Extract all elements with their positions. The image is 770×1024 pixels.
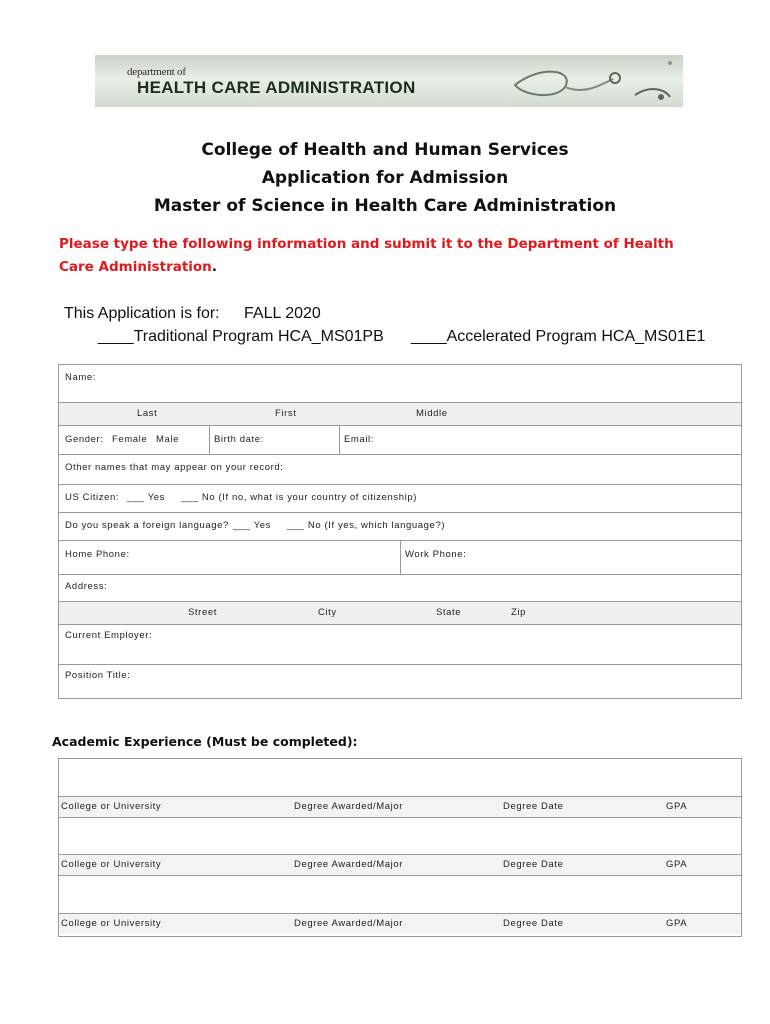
gender-male-option[interactable]: Male: [156, 434, 179, 445]
instruction-body: Please type the following information and submit it to the Department of Health Care Administration: [59, 236, 674, 275]
phone-row: [59, 540, 741, 574]
foreign-language-label: Do you speak a foreign language?: [65, 520, 229, 531]
college-label: College or University: [61, 859, 162, 870]
foreign-language-row: [59, 512, 741, 540]
degree-label: Degree Awarded/Major: [294, 859, 403, 870]
name-first-label: First: [275, 408, 297, 419]
application-title: Application for Admission: [261, 168, 509, 188]
position-title-field[interactable]: Position Title:: [65, 670, 131, 681]
email-field[interactable]: Email:: [344, 434, 374, 445]
instruction-text: [59, 233, 709, 279]
gpa-label: GPA: [666, 859, 688, 870]
degree-label: Degree Awarded/Major: [294, 918, 403, 929]
employer-row: [59, 624, 741, 664]
divider: [209, 426, 210, 454]
gender-row: [59, 425, 741, 454]
college-label: College or University: [61, 918, 162, 929]
birth-date-field[interactable]: Birth date:: [214, 434, 264, 445]
gpa-label: GPA: [666, 918, 688, 929]
address-label: Address:: [65, 581, 108, 592]
us-citizen-label: US Citizen:: [65, 492, 120, 503]
program-title: Master of Science in Health Care Administration: [153, 196, 617, 216]
address-street-label: Street: [188, 607, 217, 618]
address-zip-label: Zip: [511, 607, 526, 618]
address-city-label: City: [318, 607, 337, 618]
program-options: [98, 328, 706, 346]
application-term: FALL 2020: [244, 305, 321, 322]
home-phone-field[interactable]: Home Phone:: [65, 549, 130, 560]
address-subrow: [59, 601, 741, 624]
foreign-language-no-option[interactable]: ___ No (If yes, which language?): [287, 520, 446, 531]
program-accelerated[interactable]: ____Accelerated Program HCA_MS01E1: [411, 328, 706, 345]
application-for: [64, 305, 321, 323]
name-middle-label: Middle: [416, 408, 448, 419]
degree-date-label: Degree Date: [503, 918, 564, 929]
academic-row: [59, 854, 741, 876]
academic-row: [59, 796, 741, 818]
gpa-label: GPA: [666, 801, 688, 812]
work-phone-field[interactable]: Work Phone:: [405, 549, 467, 560]
department-banner: [95, 55, 683, 107]
college-title: College of Health and Human Services: [201, 140, 569, 160]
name-label: Name:: [65, 372, 96, 383]
academic-row: [59, 913, 741, 934]
divider: [339, 426, 340, 454]
degree-date-label: Degree Date: [503, 801, 564, 812]
address-row: [59, 574, 741, 601]
divider: [400, 541, 401, 574]
degree-label: Degree Awarded/Major: [294, 801, 403, 812]
banner-title: HEALTH CARE ADMINISTRATION: [137, 78, 416, 97]
foreign-language-yes-option[interactable]: ___ Yes: [233, 520, 272, 531]
address-state-label: State: [436, 607, 462, 618]
academic-experience-title: Academic Experience (Must be completed):: [52, 734, 358, 749]
gender-female-option[interactable]: Female: [112, 434, 148, 445]
application-for-label: This Application is for:: [64, 305, 220, 322]
us-citizen-row: [59, 484, 741, 512]
academic-experience-table: [58, 758, 742, 937]
position-row: [59, 664, 741, 699]
name-subrow: [59, 402, 741, 425]
us-citizen-no-option[interactable]: ___ No (If no, what is your country of citizenship): [181, 492, 417, 503]
other-names-field[interactable]: Other names that may appear on your record:: [65, 462, 284, 473]
degree-date-label: Degree Date: [503, 859, 564, 870]
instruction-period: .: [211, 259, 217, 275]
page-title: [0, 136, 770, 220]
other-names-row: [59, 454, 741, 484]
college-label: College or University: [61, 801, 162, 812]
gender-label: Gender:: [65, 434, 104, 445]
personal-info-form: [58, 364, 742, 699]
us-citizen-yes-option[interactable]: ___ Yes: [127, 492, 166, 503]
current-employer-field[interactable]: Current Employer:: [65, 630, 153, 641]
name-last-label: Last: [137, 408, 158, 419]
program-traditional[interactable]: ____Traditional Program HCA_MS01PB: [98, 328, 384, 345]
banner-department-of: department of: [127, 66, 186, 78]
